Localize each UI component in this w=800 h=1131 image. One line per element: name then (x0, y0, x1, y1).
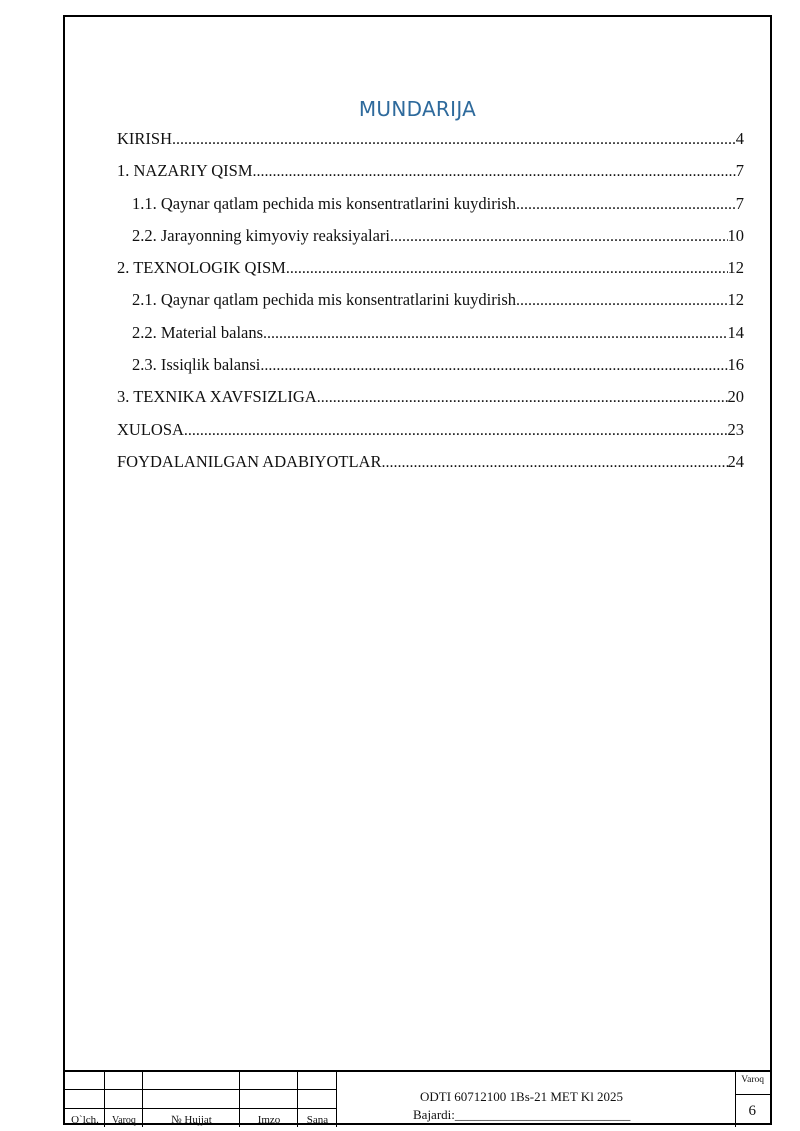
toc-entry-label: 2.1. Qaynar qatlam pechida mis konsentratlarini kuydirish (132, 290, 516, 310)
toc-leader-dots (260, 350, 727, 382)
toc-entry-page: 10 (727, 225, 744, 245)
toc-leader-dots (317, 382, 728, 414)
toc-entry-label: 3. TEXNIKA XAVFSIZLIGA (117, 387, 317, 407)
toc-entry-issiqlik-balansi[interactable] (117, 349, 744, 381)
toc-entry-reaksiyalar[interactable] (117, 220, 744, 252)
stamp-row-line (65, 1089, 337, 1090)
toc-leader-dots (263, 318, 727, 350)
title-block-stamp (65, 1070, 770, 1127)
stamp-varoq-divider (735, 1072, 736, 1127)
toc-entry-kirish[interactable] (117, 123, 744, 155)
stamp-varoq-line (735, 1094, 770, 1095)
toc-leader-dots (516, 189, 736, 221)
toc-entry-page: 16 (727, 355, 744, 375)
toc-entry-page: 24 (727, 451, 744, 471)
varoq-label: Varoq (741, 1075, 764, 1085)
toc-leader-dots (184, 415, 728, 447)
toc-entry-label: XULOSA (117, 419, 184, 439)
toc-entry-material-balans[interactable] (117, 317, 744, 349)
toc-leader-dots (253, 156, 736, 188)
toc-leader-dots (286, 253, 728, 285)
toc-entry-texnologik-qism[interactable] (117, 252, 744, 284)
toc-entry-label: 2.3. Issiqlik balansi (132, 355, 261, 375)
toc-leader-dots (381, 447, 727, 479)
table-of-contents (117, 123, 744, 478)
toc-entry-nazariy-qism[interactable] (117, 155, 744, 187)
toc-leader-dots (516, 285, 728, 317)
toc-entry-label: 1. NAZARIY QISM (117, 161, 253, 181)
toc-entry-page: 14 (727, 322, 744, 342)
stamp-header-varoq: Varoq (112, 1115, 136, 1126)
stamp-header-hujjat: № Hujjat (171, 1114, 212, 1126)
toc-entry-label: 1.1. Qaynar qatlam pechida mis konsentratlarini kuydirish (132, 193, 516, 213)
toc-entry-kuydirish-1[interactable] (117, 188, 744, 220)
varoq-number: 6 (748, 1103, 756, 1119)
toc-entry-label: FOYDALANILGAN ADABIYOTLAR (117, 451, 382, 471)
page-frame (63, 15, 772, 1125)
toc-entry-page: 7 (735, 161, 744, 181)
stamp-header-sana: Sana (306, 1114, 329, 1126)
document-code: ODTI 60712100 1Bs-21 MET Kl 2025 (420, 1089, 624, 1104)
toc-entry-page: 4 (735, 129, 744, 148)
stamp-header-olch: O`lch. (71, 1114, 99, 1126)
toc-entry-adabiyotlar[interactable] (117, 446, 744, 478)
toc-entry-page: 23 (727, 419, 744, 439)
toc-entry-label: 2.2. Material balans (132, 322, 264, 342)
toc-entry-page: 20 (727, 387, 744, 407)
page-title: MUNDARIJA (358, 97, 477, 121)
bajardi-field: Bajardi:___________________________ (413, 1107, 631, 1122)
toc-entry-texnika-xavfsizliga[interactable] (117, 381, 744, 413)
toc-entry-label: 2. TEXNOLOGIK QISM (117, 258, 286, 278)
toc-entry-xulosa[interactable] (117, 414, 744, 446)
toc-entry-kuydirish-2[interactable] (117, 284, 744, 316)
toc-entry-page: 12 (727, 290, 744, 310)
toc-leader-dots (172, 124, 736, 156)
toc-leader-dots (390, 221, 728, 253)
toc-entry-page: 7 (735, 193, 744, 213)
toc-entry-label: 2.2. Jarayonning kimyoviy reaksiyalari (132, 225, 390, 245)
toc-entry-page: 12 (727, 258, 744, 278)
toc-entry-label: KIRISH (117, 129, 173, 148)
stamp-header-imzo: Imzo (257, 1114, 281, 1126)
stamp-row-line (65, 1108, 337, 1109)
